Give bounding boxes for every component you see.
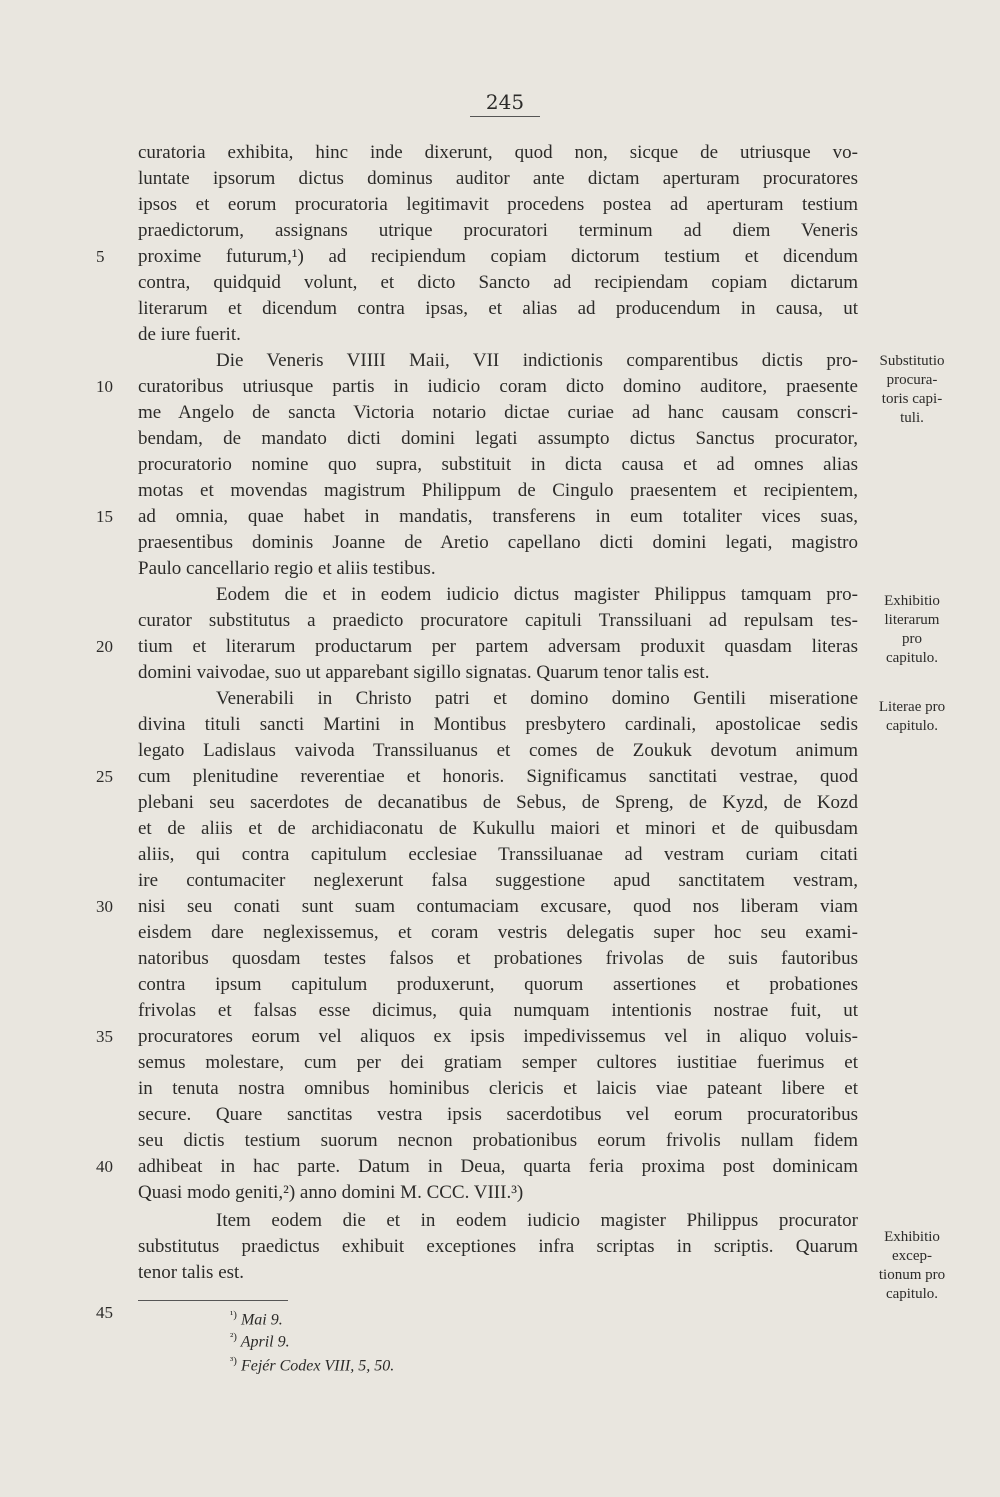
text-line: tium et literarum productarum per partem adversam produxit quasdam literas [138, 636, 858, 657]
text-line: Eodem die et in eodem iudicio dictus magister Philippus tamquam pro- [216, 584, 858, 605]
line-number: 35 [96, 1027, 113, 1046]
text-line: Item eodem die et in eodem iudicio magister Philippus procurator [216, 1210, 858, 1231]
text-line: bendam, de mandato dicti domini legati assumpto dictus Sanctus procurator, [138, 428, 858, 449]
text-line: Paulo cancellario regio et aliis testibus. [138, 558, 436, 579]
text-line: in tenuta nostra omnibus hominibus clericis et laicis viae pateant libere et [138, 1078, 858, 1099]
footnote-divider [138, 1300, 288, 1301]
footnote-mark: ²) [230, 1331, 237, 1343]
text-line: contra, quidquid volunt, et dicto Sancto ad recipiendam copiam dictarum [138, 272, 858, 293]
margin-note-line: pro [902, 631, 922, 647]
text-line: de iure fuerit. [138, 324, 241, 345]
text-line: praedictorum, assignans utrique procuratori terminum ad diem Veneris [138, 220, 858, 241]
text-line: Die Veneris VIIII Maii, VII indictionis comparentibus dictis pro- [216, 350, 858, 371]
text-line: Venerabili in Christo patri et domino domino Gentili miseratione [216, 688, 858, 709]
text-line: curator substitutus a praedicto procuratore capituli Transsiluani ad repulsam tes- [138, 610, 858, 631]
page-number: 245 [470, 90, 540, 117]
text-line: domini vaivodae, suo ut apparebant sigillo signatas. Quarum tenor talis est. [138, 662, 710, 683]
line-number: 40 [96, 1157, 113, 1176]
margin-note-line: procura- [886, 372, 938, 388]
text-line: luntate ipsorum dictus dominus auditor ante dictam aperturam procuratores [138, 168, 858, 189]
text-line: frivolas et falsas esse dicimus, quia numquam intentionis nostrae fuit, ut [138, 1000, 858, 1021]
text-line: praesentibus dominis Joanne de Aretio capellano dicti domini legati, magistro [138, 532, 858, 553]
text-line: me Angelo de sancta Victoria notario dictae curiae ad hanc causam conscri- [138, 402, 858, 423]
text-line: ire contumaciter neglexerunt falsa suggestione apud sanctitatem vestram, [138, 870, 858, 891]
footnote-text: Mai 9. [240, 1311, 283, 1329]
text-line: literarum et dicendum contra ipsas, et alias ad producendum in causa, ut [138, 298, 858, 319]
line-number: 20 [96, 637, 113, 656]
line-number: 45 [96, 1303, 113, 1322]
footnote [230, 1350, 394, 1377]
margin-note-line: tionum pro [878, 1267, 946, 1283]
line-number: 10 [96, 377, 113, 396]
text-line: et de aliis et de archidiaconatu de Kukullu maiori et minori et de quibusdam [138, 818, 858, 839]
text-line: eisdem dare neglexissemus, et coram vestris delegatis super hoc seu exami- [138, 922, 858, 943]
text-line: procuratores eorum vel aliquos ex ipsis impedivissemus vel in aliquo voluis- [138, 1026, 858, 1047]
text-line: procuratorio nomine quo supra, substituit in dicta causa et ad omnes alias [138, 454, 858, 475]
text-line: secure. Quare sanctitas vestra ipsis sacerdotibus vel eorum procuratoribus [138, 1104, 858, 1125]
margin-note-line: Substitutio [879, 353, 945, 369]
margin-note-line: excep- [892, 1248, 932, 1264]
text-line: ad omnia, quae habet in mandatis, transferens in eum totaliter vices suas, [138, 506, 858, 527]
text-line: nisi seu conati sunt suam contumaciam excusare, quod nos liberam viam [138, 896, 858, 917]
margin-note-exhibitio-literarum [862, 592, 962, 668]
margin-note-line: Literae pro [878, 699, 946, 715]
margin-note-line: capitulo. [885, 650, 939, 666]
text-line: adhibeat in hac parte. Datum in Deua, quarta feria proxima post dominicam [138, 1156, 858, 1177]
text-line: natoribus quosdam testes falsos et probationes frivolas de suis fautoribus [138, 948, 858, 969]
line-number: 30 [96, 897, 113, 916]
text-line: plebani seu sacerdotes de decanatibus de Sebus, de Spreng, de Kyzd, de Kozd [138, 792, 858, 813]
margin-note-line: capitulo. [885, 1286, 939, 1302]
text-line: motas et movendas magistrum Philippum de Cingulo praesentem et recipientem, [138, 480, 858, 501]
text-line: divina tituli sancti Martini in Montibus presbytero cardinali, apostolicae sedis [138, 714, 858, 735]
margin-note-exhibitio-exceptionum [862, 1228, 962, 1304]
text-line: legato Ladislaus vaivoda Transsiluanus et comes de Zoukuk devotum animum [138, 740, 858, 761]
text-line: curatoria exhibita, hinc inde dixerunt, quod non, sicque de utriusque vo- [138, 142, 858, 163]
text-line: proxime futurum,¹) ad recipiendum copiam dictorum testium et dicendum [138, 246, 858, 267]
margin-note-literae [862, 698, 962, 736]
text-line: substitutus praedictus exhibuit exceptiones infra scriptas in scriptis. Quarum [138, 1236, 858, 1257]
footnote-text: Fejér Codex VIII, 5, 50. [240, 1357, 395, 1375]
margin-note-line: toris capi- [881, 391, 943, 407]
text-line: semus molestare, cum per dei gratiam semper cultores iustitiae fuerimus et [138, 1052, 858, 1073]
text-line: contra ipsum capitulum produxerunt, quorum assertiones et probationes [138, 974, 858, 995]
margin-note-line: Exhibitio [884, 1229, 940, 1245]
margin-note-line: literarum [884, 612, 940, 628]
text-line: Quasi modo geniti,²) anno domini M. CCC. VIII.³) [138, 1182, 524, 1203]
text-line: curatoribus utriusque partis in iudicio coram dicto domino auditore, praesente [138, 376, 858, 397]
footnote-text: April 9. [240, 1333, 290, 1351]
text-line: ipsos et eorum procuratoria legitimavit procedens postea ad aperturam testium [138, 194, 858, 215]
margin-note-line: tuli. [900, 410, 924, 426]
line-number: 15 [96, 507, 113, 526]
margin-note-substitutio [862, 352, 962, 428]
footnote-mark: ¹) [230, 1309, 237, 1321]
text-line: tenor talis est. [138, 1262, 245, 1283]
line-number: 25 [96, 767, 113, 786]
margin-note-line: capitulo. [885, 718, 939, 734]
text-line: seu dictis testium suorum necnon probationibus eorum frivolis nullam fidem [138, 1130, 858, 1151]
margin-note-line: Exhibitio [884, 593, 940, 609]
line-number: 5 [96, 247, 105, 266]
text-line: cum plenitudine reverentiae et honoris. Significamus sanctitati vestrae, quod [138, 766, 858, 787]
text-line: aliis, qui contra capitulum ecclesiae Transsiluanae ad vestram curiam citati [138, 844, 858, 865]
footnote-mark: ³) [230, 1355, 237, 1367]
